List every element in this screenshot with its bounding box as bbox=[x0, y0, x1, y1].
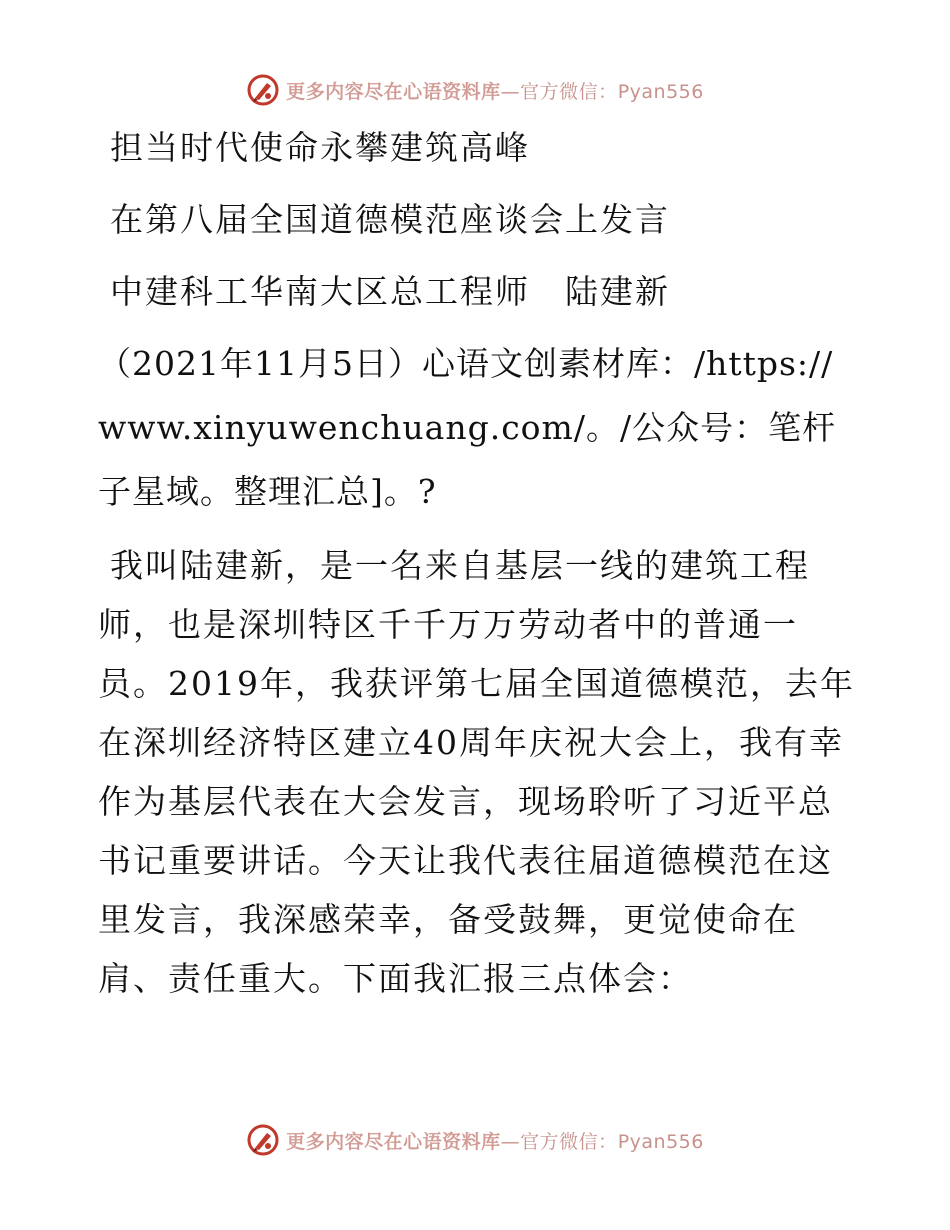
source-note: （2021年11月5日）心语文创素材库：/https://www.xinyuwenchuang.com/。/公众号：笔杆子星域。整理汇总]。? bbox=[98, 344, 837, 511]
banner-wechat-id: Pyan556 bbox=[617, 1130, 704, 1153]
banner-text bbox=[286, 77, 704, 104]
banner-wechat-label: 官方微信： bbox=[520, 80, 618, 103]
paragraph-gap bbox=[98, 524, 858, 536]
pen-logo-icon bbox=[246, 73, 280, 107]
document-subtitle: 在第八届全国道德模范座谈会上发言 bbox=[110, 200, 670, 239]
document-body bbox=[98, 112, 858, 1008]
banner-main-text: 更多内容尽在心语资料库 bbox=[286, 1130, 501, 1153]
banner-main-text: 更多内容尽在心语资料库 bbox=[286, 80, 501, 103]
banner-dash: — bbox=[500, 80, 521, 103]
banner-wechat-id: Pyan556 bbox=[617, 80, 704, 103]
paragraph-1: 我叫陆建新，是一名来自基层一线的建筑工程师，也是深圳特区千千万万劳动者中的普通一员。2019年，我获评第七届全国道德模范，去年在深圳经济特区建立40周年庆祝大会上，我有幸作为基层代表在大会发言，现场聆听了习近平总书记重要讲话。今天让我代表往届道德模范在这里发言，我深感荣幸，备受鼓舞，更觉使命在肩、责任重大。下面我汇报三点体会： bbox=[98, 546, 855, 998]
banner-text bbox=[286, 1127, 704, 1154]
banner-dash: — bbox=[500, 1130, 521, 1153]
header-banner bbox=[0, 70, 950, 110]
banner-wechat-label: 官方微信： bbox=[520, 1130, 618, 1153]
document-author: 中建科工华南大区总工程师 陆建新 bbox=[110, 272, 670, 311]
document-title: 担当时代使命永攀建筑高峰 bbox=[110, 128, 530, 167]
pen-logo-icon bbox=[246, 1123, 280, 1157]
footer-banner bbox=[0, 1120, 950, 1160]
